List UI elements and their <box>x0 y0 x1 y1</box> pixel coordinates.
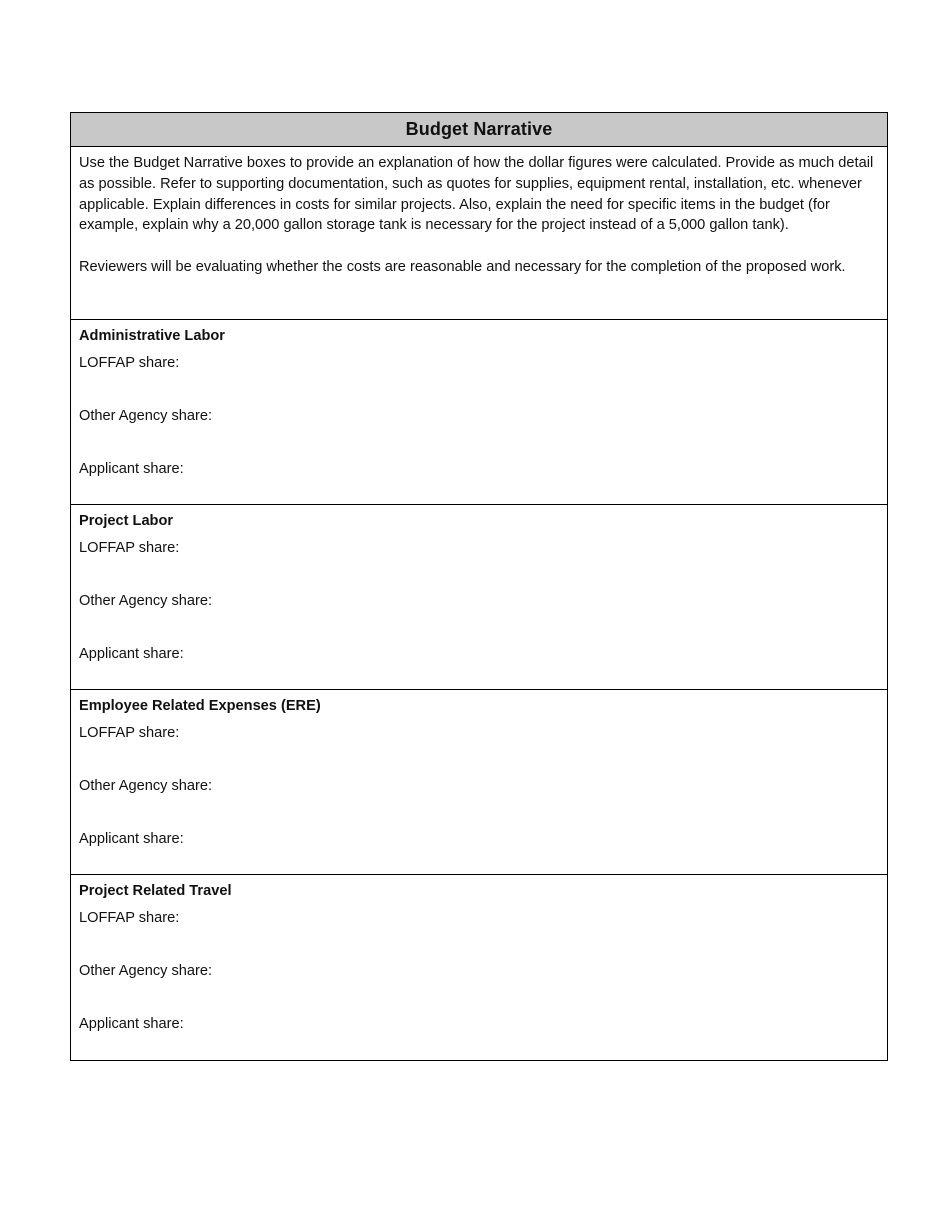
form-title: Budget Narrative <box>405 119 553 139</box>
applicant-share-label: Applicant share: <box>79 831 184 847</box>
applicant-share-label: Applicant share: <box>79 646 184 662</box>
loffap-share-label: LOFFAP share: <box>79 910 180 926</box>
other-agency-share-label: Other Agency share: <box>79 593 213 609</box>
loffap-share-label: LOFFAP share: <box>79 355 180 371</box>
instructions-paragraph: Use the Budget Narrative boxes to provide an explanation of how the dollar figures were calculated. Provide as much detail as possible. Refer to supporting documentation, such as quotes for supplies, equipment rental, installation, etc. whenever applicable. Explain differences in costs for similar projects. Also, explain the need for specific items in the budget (for example, explain why a 20,000 gallon storage tank is necessary for the project instead of a 5,000 gallon tank). <box>79 155 874 234</box>
section-title: Project Labor <box>79 513 174 529</box>
instructions-paragraph: Reviewers will be evaluating whether the costs are reasonable and necessary for the completion of the proposed work. <box>79 258 846 275</box>
section-title: Project Related Travel <box>79 883 232 899</box>
other-agency-share-label: Other Agency share: <box>79 778 213 794</box>
section-employee-related-expenses[interactable] <box>71 690 887 875</box>
instructions-box <box>71 147 887 320</box>
section-project-related-travel[interactable] <box>71 875 887 1060</box>
other-agency-share-label: Other Agency share: <box>79 408 213 424</box>
section-administrative-labor[interactable] <box>71 320 887 505</box>
loffap-share-label: LOFFAP share: <box>79 540 180 556</box>
section-project-labor[interactable] <box>71 505 887 690</box>
applicant-share-label: Applicant share: <box>79 461 184 477</box>
other-agency-share-label: Other Agency share: <box>79 963 213 979</box>
loffap-share-label: LOFFAP share: <box>79 725 180 741</box>
budget-narrative-table <box>70 112 888 1061</box>
table-header <box>71 113 887 147</box>
section-title: Employee Related Expenses (ERE) <box>79 698 321 714</box>
section-title: Administrative Labor <box>79 328 225 344</box>
applicant-share-label: Applicant share: <box>79 1016 184 1032</box>
